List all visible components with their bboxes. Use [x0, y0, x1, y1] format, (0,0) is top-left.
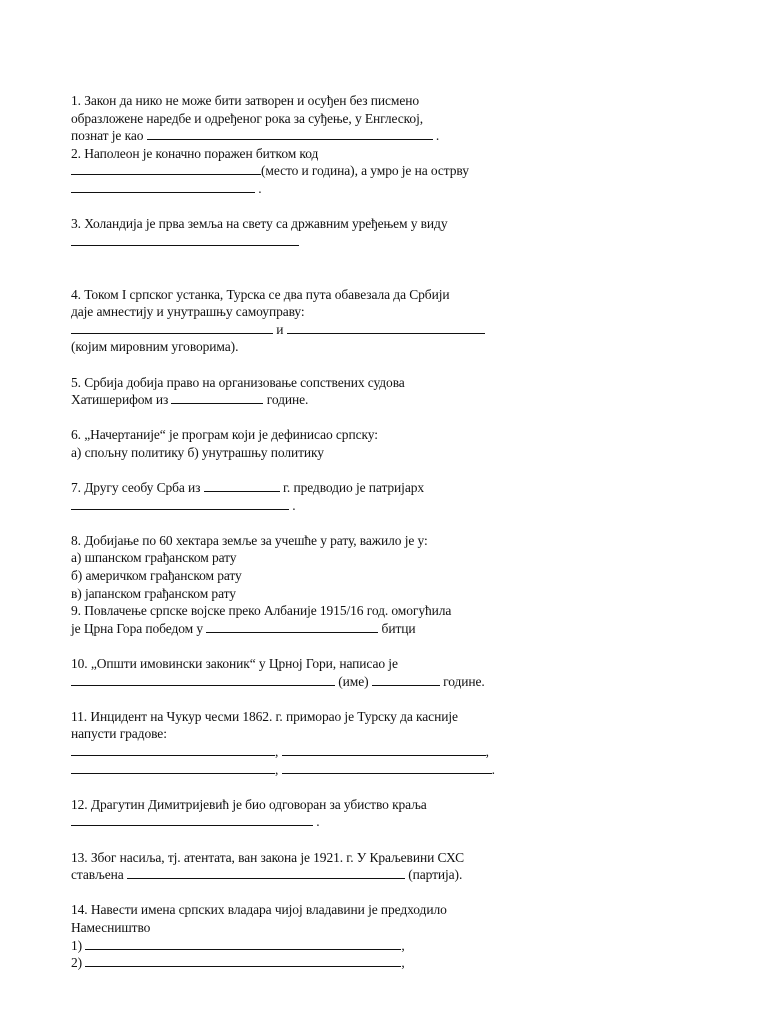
answer-blank[interactable] — [71, 813, 313, 826]
question-line — [71, 444, 711, 462]
question-text: битци — [378, 620, 416, 636]
answer-blank[interactable] — [206, 620, 378, 633]
question-3 — [71, 215, 711, 250]
question-text: 4. Током I српског устанка, Турска се два пута обавезала да Србији — [71, 286, 450, 302]
question-text: (место и година), а умро је на острву — [261, 163, 469, 179]
question-text: стављена — [71, 867, 127, 883]
question-5 — [71, 374, 711, 409]
answer-blank[interactable] — [85, 937, 401, 950]
question-line — [71, 532, 711, 550]
question-line — [71, 162, 711, 180]
question-text: 6. „Начертаније“ је програм који је дефинисао српску: — [71, 427, 378, 443]
question-line — [71, 374, 711, 392]
question-line — [71, 391, 711, 409]
question-line — [71, 127, 711, 145]
question-line — [71, 180, 711, 198]
question-11 — [71, 708, 711, 778]
question-text: напусти градове: — [71, 726, 167, 742]
question-text: , — [401, 937, 405, 953]
question-8 — [71, 532, 711, 602]
question-text: даје амнестију и унутрашњу самоуправу: — [71, 304, 305, 320]
question-text: 1. Закон да нико не може бити затворен и осуђен без писмено — [71, 93, 420, 108]
question-line — [71, 937, 711, 955]
question-line — [71, 796, 711, 814]
question-text: 14. Навести имена српских владара чијој владавини је предходило — [71, 902, 447, 918]
question-12 — [71, 796, 711, 831]
answer-blank[interactable] — [287, 321, 485, 334]
question-line — [71, 585, 711, 603]
question-line — [71, 708, 711, 726]
answer-blank[interactable] — [71, 743, 275, 756]
question-text: б) америчком грађанском рату — [71, 568, 242, 584]
question-line — [71, 321, 711, 339]
question-text: , — [485, 743, 489, 759]
question-text: 7. Другу сеобу Срба из — [71, 480, 204, 496]
question-text: . — [313, 814, 320, 830]
answer-blank[interactable] — [71, 321, 273, 334]
question-text: 2. Наполеон је коначно поражен битком код — [71, 145, 319, 161]
question-text: , — [275, 761, 282, 777]
question-line — [71, 567, 711, 585]
test-sheet — [71, 92, 711, 972]
question-line — [71, 743, 711, 761]
question-text: 10. „Општи имовински законик“ у Црној Гори, написао је — [71, 656, 398, 671]
answer-blank[interactable] — [282, 743, 486, 756]
question-line — [71, 92, 711, 110]
question-13 — [71, 849, 711, 884]
question-9 — [71, 602, 711, 637]
question-line — [71, 145, 711, 163]
question-text: , — [401, 955, 405, 971]
question-text: 5. Србија добија право на организовање сопствених судова — [71, 374, 405, 390]
question-text: г. предводио је патријарх — [279, 480, 425, 496]
question-line — [71, 338, 711, 356]
question-text: године. — [263, 392, 309, 408]
question-text: а) шпанском грађанском рату — [71, 550, 237, 566]
question-10 — [71, 655, 711, 690]
question-text: и — [273, 321, 287, 337]
question-line — [71, 866, 711, 884]
question-text: , — [275, 743, 282, 759]
question-text: 3. Холандија је прва земља на свету са државним уређењем у виду — [71, 216, 448, 232]
question-7 — [71, 479, 711, 514]
question-text: 2) — [71, 955, 86, 971]
answer-blank[interactable] — [127, 866, 405, 879]
question-text: . — [255, 180, 262, 196]
question-text: (име) — [335, 673, 372, 689]
question-line — [71, 849, 711, 867]
question-text: 11. Инцидент на Чукур чесми 1862. г. приморао је Турску да касније — [71, 708, 458, 724]
question-14 — [71, 901, 711, 971]
question-line — [71, 479, 711, 497]
answer-blank[interactable] — [71, 162, 261, 175]
question-2 — [71, 145, 711, 198]
question-line — [71, 602, 711, 620]
answer-blank[interactable] — [71, 761, 275, 774]
question-text: (партија). — [404, 867, 463, 883]
answer-blank[interactable] — [71, 180, 255, 193]
question-text: 8. Добијање по 60 хектара земље за учешће у рату, важило је у: — [71, 532, 428, 548]
question-text: . — [432, 128, 440, 144]
question-6 — [71, 426, 711, 461]
answer-blank[interactable] — [147, 127, 433, 140]
question-line — [71, 813, 711, 831]
question-text: 1) — [71, 937, 86, 953]
question-4 — [71, 286, 711, 356]
question-1 — [71, 92, 711, 145]
answer-blank[interactable] — [171, 391, 263, 404]
answer-blank[interactable] — [204, 479, 280, 492]
question-line — [71, 215, 711, 233]
question-line — [71, 286, 711, 304]
answer-blank[interactable] — [282, 761, 492, 774]
question-line — [71, 426, 711, 444]
question-text: 9. Повлачење српске војске преко Албаније 1915/16 год. омогућила — [71, 603, 452, 619]
question-text: в) јапанском грађанском рату — [71, 585, 236, 601]
question-text: 12. Драгутин Димитријевић је био одговоран за убиство краља — [71, 796, 427, 812]
question-text: образложене наредбе и одређеног рока за суђење, у Енглеској, — [71, 110, 424, 126]
question-text: . — [289, 497, 296, 513]
answer-blank[interactable] — [372, 673, 440, 686]
question-line — [71, 497, 711, 515]
answer-blank[interactable] — [85, 954, 401, 967]
question-text: 13. Због насиља, тј. атентата, ван закона је 1921. г. У Краљевини СХС — [71, 849, 465, 865]
question-line — [71, 549, 711, 567]
question-text: је Црна Гора победом у — [71, 620, 207, 636]
question-line — [71, 954, 711, 972]
question-line — [71, 233, 711, 251]
question-line — [71, 655, 711, 673]
question-line — [71, 761, 711, 779]
question-text: године. — [439, 673, 485, 689]
question-line — [71, 303, 711, 321]
question-text: . — [491, 761, 495, 777]
question-line — [71, 919, 711, 937]
question-text: Намесништво — [71, 919, 151, 935]
answer-blank[interactable] — [71, 497, 289, 510]
question-text: а) спољну политику б) унутрашњу политику — [71, 444, 324, 460]
question-line — [71, 673, 711, 691]
answer-blank[interactable] — [71, 673, 335, 686]
question-text: Хатишерифом из — [71, 392, 172, 408]
question-line — [71, 725, 711, 743]
question-line — [71, 110, 711, 128]
question-text: познат је као — [71, 128, 147, 144]
answer-blank[interactable] — [71, 233, 299, 246]
question-line — [71, 620, 711, 638]
question-line — [71, 901, 711, 919]
question-text: (којим мировним уговорима). — [71, 339, 239, 355]
